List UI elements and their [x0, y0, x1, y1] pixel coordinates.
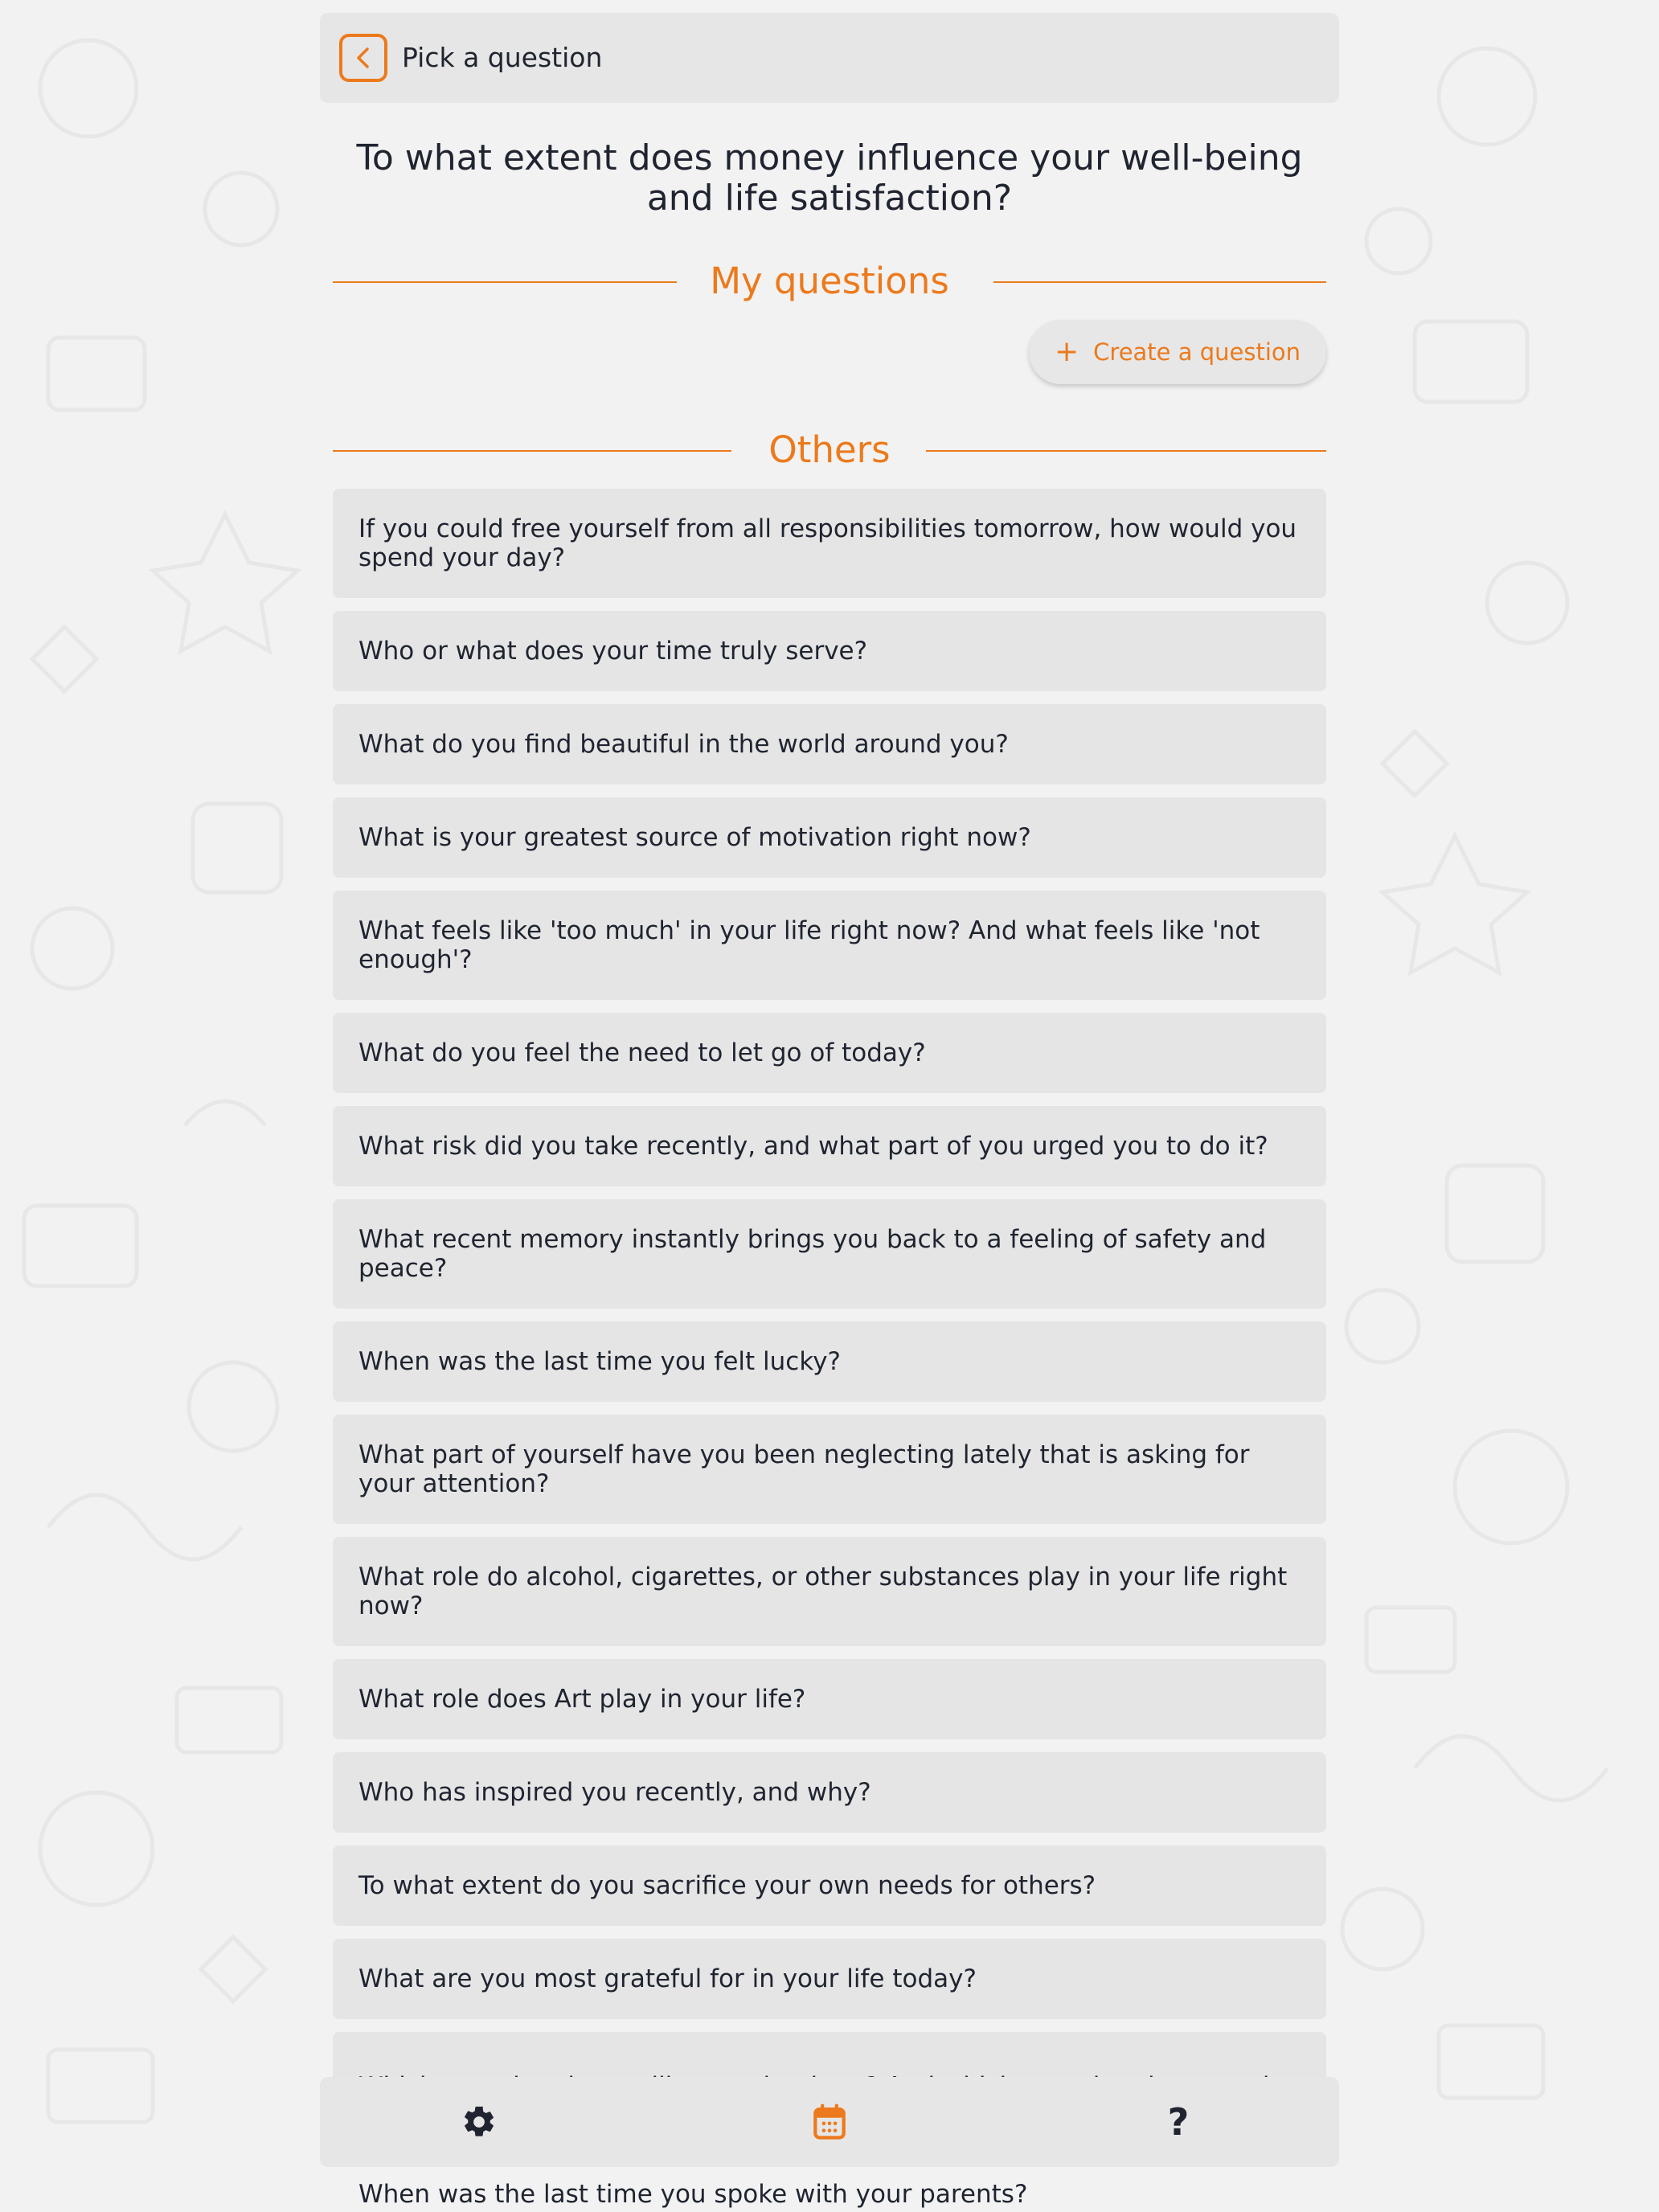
calendar-button[interactable] [781, 2077, 878, 2167]
divider-line [993, 281, 1326, 283]
question-text: What do you feel the need to let go of today? [358, 1038, 926, 1067]
question-text[interactable]: When was the last time you spoke with your parents? [358, 2180, 1028, 2209]
question-card[interactable] [333, 1845, 1326, 1926]
question-text: If you could free yourself from all responsibilities tomorrow, how would you spend your day? [358, 514, 1297, 572]
question-card[interactable] [333, 1106, 1326, 1186]
question-text: Who or what does your time truly serve? [358, 637, 868, 666]
question-card[interactable] [333, 797, 1326, 878]
section-title: Others [768, 428, 891, 471]
question-card[interactable] [333, 1321, 1326, 1402]
chevron-left-icon [353, 46, 374, 70]
question-card[interactable] [333, 1939, 1326, 2019]
question-text: What role do alcohol, cigarettes, or other substances play in your life right now? [358, 1563, 1288, 1620]
help-button[interactable] [1130, 2077, 1227, 2167]
section-title: My questions [710, 260, 949, 302]
question-text: What part of yourself have you been neglecting lately that is asking for your attention? [358, 1440, 1250, 1498]
question-text: Who has inspired you recently, and why? [358, 1778, 871, 1807]
question-card[interactable] [333, 1659, 1326, 1739]
question-text: When was the last time you felt lucky? [358, 1347, 841, 1376]
calendar-icon [812, 2103, 847, 2140]
header-bar [320, 13, 1339, 103]
my-questions-heading [333, 257, 1326, 305]
question-card[interactable] [333, 489, 1326, 598]
create-question-button[interactable] [1029, 320, 1326, 384]
question-text: What are you most grateful for in your life today? [358, 1964, 977, 1993]
plus-icon: + [1054, 335, 1079, 368]
question-card[interactable] [333, 1415, 1326, 1524]
page-title: Pick a question [402, 42, 603, 73]
question-text: What is your greatest source of motivation right now? [358, 823, 1031, 852]
question-list [333, 489, 1326, 2154]
question-card[interactable] [333, 1752, 1326, 1833]
help-icon: ? [1167, 2100, 1190, 2144]
current-question: To what extent does money influence your well-being and life satisfaction? [356, 137, 1303, 219]
gear-icon [461, 2103, 498, 2140]
question-text: What do you find beautiful in the world around you? [358, 730, 1009, 759]
question-card[interactable] [333, 1013, 1326, 1093]
question-card[interactable] [333, 1537, 1326, 1646]
back-button[interactable] [339, 34, 387, 82]
question-text: To what extent do you sacrifice your own needs for others? [358, 1871, 1096, 1900]
question-card[interactable] [333, 704, 1326, 784]
question-text: What recent memory instantly brings you back to a feeling of safety and peace? [358, 1225, 1267, 1283]
question-card[interactable] [333, 1199, 1326, 1309]
divider-line [926, 450, 1326, 452]
question-card[interactable] [333, 891, 1326, 1000]
question-text: What role does Art play in your life? [358, 1685, 806, 1714]
bottom-nav [320, 2077, 1339, 2167]
question-text: What feels like 'too much' in your life right now? And what feels like 'not enough'? [358, 916, 1260, 974]
others-heading [333, 426, 1326, 474]
question-text: What risk did you take recently, and what part of you urged you to do it? [358, 1132, 1268, 1161]
settings-button[interactable] [431, 2077, 527, 2167]
create-question-label: Create a question [1093, 338, 1301, 366]
question-card[interactable] [333, 611, 1326, 691]
